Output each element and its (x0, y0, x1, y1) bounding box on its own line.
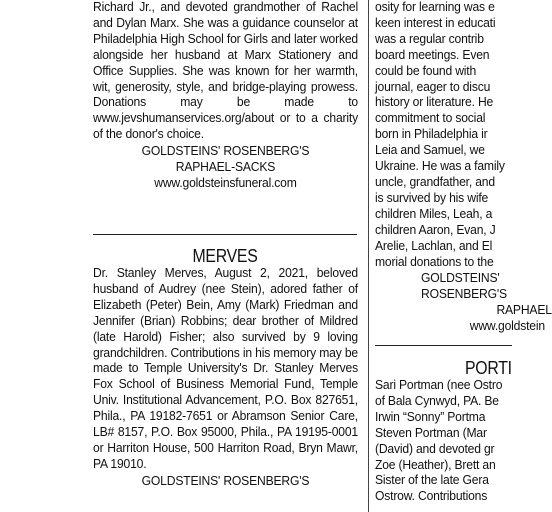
funeral-home-name: GOLDSTEINS' ROSENBERG'S (421, 270, 507, 302)
text-line: Sister of the late Gera (375, 472, 489, 488)
funeral-home-url: www.goldsteinsfuneral.com (154, 175, 297, 191)
text-line: children Aaron, Evan, J (375, 221, 496, 237)
left-column-top (93, 0, 358, 191)
text-line: Ostrow. Contributions (375, 488, 488, 504)
obituary-heading-merves: MERVES (192, 246, 258, 266)
funeral-home-credit-2 (93, 473, 358, 489)
funeral-home-url: www.goldstein (469, 318, 545, 334)
text-line: could be found with (375, 62, 477, 78)
obituary-text-marx: Richard Jr., and devoted grandmother of Rachel and Dylan Marx. She was a guidance counselor at Philadelphia High School for Girls and later worked alongside her husband at Marx Stationery and Office Supplies. She was known for her warmth, wit, generosity, style, and bridge-playing prowess. Donations may be made to www.jevshumanservices.org/about or to a charity of the donor's choice. (93, 0, 358, 142)
text-line: uncle, grandfather, and (375, 173, 495, 189)
funeral-home-name-2: RAPHAEL-SACKS (175, 159, 276, 175)
obituary-text-right (375, 0, 531, 269)
text-line: was a regular contrib (375, 30, 484, 46)
text-line: Steven Portman (Mar (375, 424, 487, 440)
text-line: is survived by his wife (375, 189, 489, 205)
obituary-heading-portman: PORTI (465, 358, 512, 378)
column-divider (368, 0, 369, 512)
section-divider-right (375, 345, 512, 346)
funeral-home-credit-right (375, 270, 552, 334)
right-column-portman (375, 377, 531, 504)
text-line: Irwin “Sonny” Portma (375, 408, 486, 424)
text-line: Sari Portman (nee Ostro (375, 377, 503, 392)
right-column-top (375, 0, 552, 334)
text-line: morial donations to the (375, 253, 494, 269)
obituary-text-merves: Dr. Stanley Merves, August 2, 2021, beloved husband of Audrey (nee Stein), adored father of Elizabeth (Peter) Bein, Amy (Mark) Friedman and Jennifer (Brian) Robbins; dear brother of Mildred (late Harold) Fisher; also survived by 9 loving grandchildren. Contributions in his memory may be made to Temple University's Dr. Stanley Merves Fox School of Business Memorial Fund, Temple Univ. Institutional Advancement, P.O. Box 827651, Phila., PA 19182-7651 or Abramson Senior Care, LB# 8157, P.O. Box 95000, Phila., PA 19195-0001 or Harriton House, 500 Harriton Road, Bryn Mawr, PA 19010. (93, 265, 358, 471)
text-line: history or literature. He (375, 94, 494, 110)
text-line: commitment to social (375, 110, 486, 126)
text-line: keen interest in educati (375, 14, 496, 30)
text-line: children Miles, Leah, a (375, 205, 493, 221)
funeral-home-name: GOLDSTEINS' ROSENBERG'S (141, 472, 310, 488)
text-line: born in Philadelphia ir (375, 126, 488, 142)
text-line: of Bala Cynwyd, PA. Be (375, 392, 499, 408)
funeral-home-credit-1 (93, 143, 358, 191)
text-line: Leia and Samuel, we (375, 142, 485, 158)
left-column-merves (93, 265, 358, 489)
text-line: journal, eager to discu (375, 78, 491, 94)
text-line: osity for learning was e (375, 0, 495, 14)
text-line: Zoe (Heather), Brett an (375, 456, 496, 472)
text-line: Arelie, Lachlan, and El (375, 237, 493, 253)
funeral-home-name: GOLDSTEINS' ROSENBERG'S (141, 143, 310, 159)
text-line: Ukraine. He was a family (375, 158, 505, 174)
section-divider (93, 234, 357, 235)
text-line: board meetings. Even (375, 46, 490, 62)
text-line: (David) and devoted gr (375, 440, 495, 456)
funeral-home-name-2: RAPHAEL (496, 302, 552, 318)
